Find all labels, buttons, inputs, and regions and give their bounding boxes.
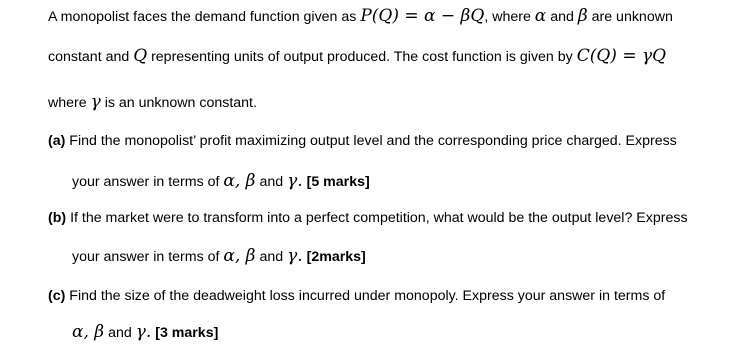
alpha-beta-symbols: α, β	[223, 171, 256, 191]
beta-symbol: β	[577, 6, 588, 26]
cost-function-equation: C(Q) = γQ	[576, 46, 667, 66]
part-a-line-2	[72, 171, 370, 192]
intro-line-1	[48, 6, 673, 27]
alpha-beta-symbols: α, β	[72, 322, 105, 342]
part-a-line-1	[48, 131, 677, 151]
part-c-label: (c)	[48, 288, 66, 304]
gamma-symbol: γ.	[287, 171, 303, 191]
part-a-question: Find the monopolist’ profit maximizing output level and the corresponding price charged. Express	[65, 133, 677, 149]
gamma-symbol: γ.	[135, 322, 152, 342]
part-b-line-1	[48, 208, 688, 228]
part-c-marks: [3 marks]	[155, 325, 219, 341]
intro-text: and	[546, 9, 578, 25]
intro-text: constant and	[48, 49, 134, 65]
and-word: and	[255, 249, 288, 265]
and-word: and	[255, 174, 288, 190]
gamma-symbol: γ.	[287, 246, 303, 266]
alpha-beta-symbols: α, β	[223, 246, 256, 266]
intro-text: where	[48, 95, 91, 111]
intro-text: representing units of output produced. The cost function is given by	[147, 49, 577, 65]
part-c-line-2	[72, 322, 218, 343]
intro-text: is an unknown constant.	[100, 95, 257, 111]
part-a-marks: [5 marks]	[306, 174, 370, 190]
part-a-label: (a)	[48, 133, 66, 149]
and-word: and	[104, 325, 136, 341]
intro-line-3	[48, 92, 257, 113]
part-b-marks: [2marks]	[306, 249, 366, 265]
intro-line-2	[48, 46, 666, 67]
demand-function-equation: P(Q) = α − βQ	[360, 6, 485, 26]
part-c-line-1	[48, 286, 665, 306]
alpha-symbol: α	[534, 6, 547, 26]
intro-text: , where	[484, 9, 535, 25]
part-c-question: Find the size of the deadweight loss incurred under monopoly. Express your answer in terms of	[65, 288, 666, 304]
gamma-symbol: γ	[90, 92, 101, 112]
intro-text: are unknown	[587, 9, 673, 25]
intro-text: A monopolist faces the demand function given as	[48, 9, 361, 25]
q-symbol: Q	[133, 46, 148, 66]
part-b-label: (b)	[48, 210, 67, 226]
part-b-question: your answer in terms of	[72, 249, 224, 265]
part-a-question: your answer in terms of	[72, 174, 224, 190]
part-b-question: If the market were to transform into a perfect competition, what would be the output level? Express	[66, 210, 688, 226]
part-b-line-2	[72, 246, 366, 267]
